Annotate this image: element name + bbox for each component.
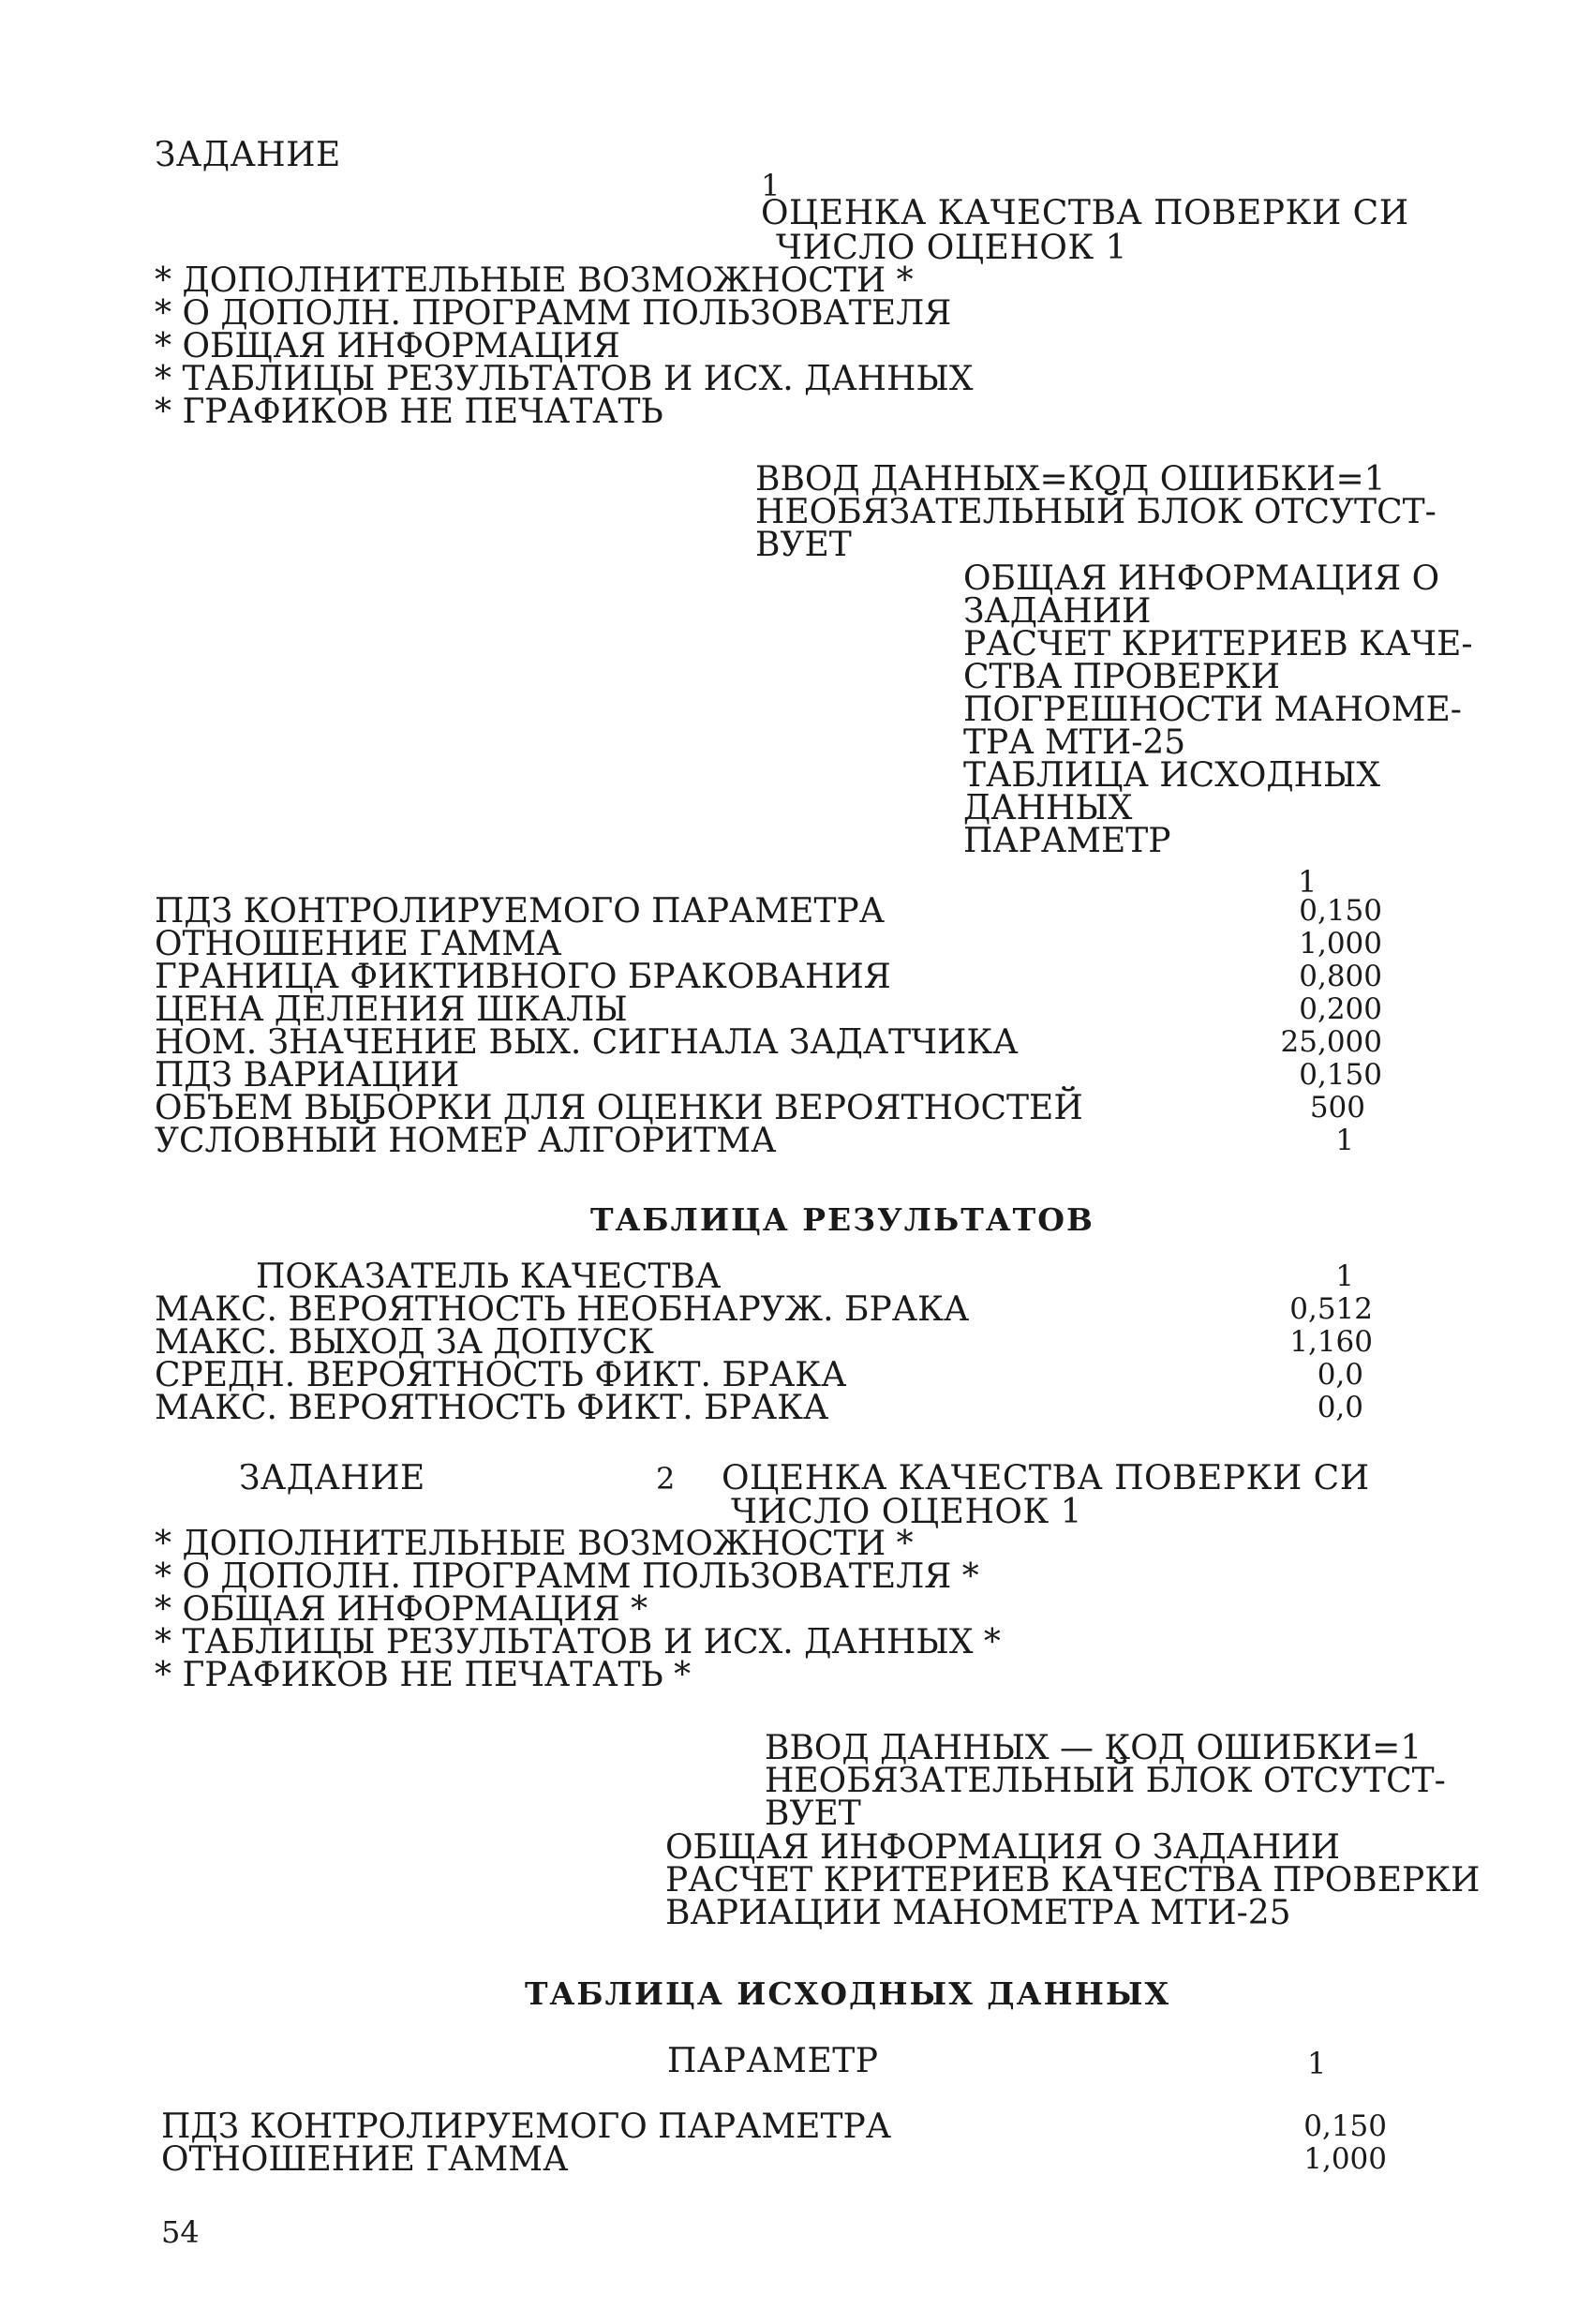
table-row: ЦЕНА ДЕЛЕНИЯ ШКАЛЫ 0,200 <box>155 991 1382 1029</box>
page-number: 54 <box>161 2214 200 2250</box>
info-line: ТРА МТИ-25 <box>963 723 1186 762</box>
option-line: * О ДОПОЛН. ПРОГРАММ ПОЛЬЗОВАТЕЛЯ * <box>155 1557 979 1596</box>
option-line: * ОБЩАЯ ИНФОРМАЦИЯ * <box>155 1590 648 1629</box>
table-row: МАКС. ВЫХОД ЗА ДОПУСК 1,160 <box>155 1323 1373 1362</box>
task2-estimates-count: ЧИСЛО ОЦЕНОК 1 <box>731 1493 1083 1531</box>
table-row: ПДЗ КОНТРОЛИРУЕМОГО ПАРАМЕТРА 0,150 <box>161 2108 1387 2146</box>
option-line: * ДОПОЛНИТЕЛЬНЫЕ ВОЗМОЖНОСТИ * <box>155 1525 914 1563</box>
task2-param-header-label: ПАРАМЕТР <box>667 2042 879 2080</box>
status-line: НЕОБЯЗАТЕЛЬНЫЙ БЛОК ОТСУТСТ- <box>765 1762 1446 1800</box>
task1-estimates-count: ЧИСЛО ОЦЕНОК 1 <box>776 229 1128 267</box>
source-data-heading: ТАБЛИЦА ИСХОДНЫХ ДАННЫХ <box>525 1975 1171 2012</box>
status-line: ВУЕТ <box>755 526 852 564</box>
option-line: * ГРАФИКОВ НЕ ПЕЧАТАТЬ <box>155 393 663 431</box>
task1-general-info <box>963 559 1473 860</box>
table-row: ПДЗ ВАРИАЦИИ 0,150 <box>155 1056 1382 1095</box>
table-row: ГРАНИЦА ФИКТИВНОГО БРАКОВАНИЯ 0,800 <box>155 958 1382 996</box>
results-heading: ТАБЛИЦА РЕЗУЛЬТАТОВ <box>590 1201 1094 1238</box>
info-line: ПАРАМЕТР <box>963 822 1171 860</box>
table-row: МАКС. ВЕРОЯТНОСТЬ НЕОБНАРУЖ. БРАКА 0,512 <box>155 1290 1373 1329</box>
info-line: ВАРИАЦИИ МАНОМЕТРА МТИ-25 <box>665 1894 1291 1932</box>
status-line: ВВОД ДАННЫХ=КОД ОШИБКИ=1 <box>755 460 1386 499</box>
task1-options <box>155 261 974 431</box>
info-line: ТАБЛИЦА ИСХОДНЫХ <box>963 756 1381 795</box>
task1-number: 1 <box>761 168 781 203</box>
info-line: ДАННЫХ <box>963 789 1133 827</box>
info-line: СТВА ПРОВЕРКИ <box>963 658 1281 696</box>
option-line: * ТАБЛИЦЫ РЕЗУЛЬТАТОВ И ИСХ. ДАННЫХ * <box>155 1623 1001 1661</box>
table-row: МАКС. ВЕРОЯТНОСТЬ ФИКТ. БРАКА 0,0 <box>155 1389 1363 1427</box>
info-line: ПОГРЕШНОСТИ МАНОМЕ- <box>963 691 1462 729</box>
task2-params-table <box>161 2108 1387 2179</box>
task2-general-info <box>665 1828 1481 1932</box>
option-line: * ГРАФИКОВ НЕ ПЕЧАТАТЬ * <box>155 1656 692 1694</box>
table-row: ОТНОШЕНИЕ ГАММА 1,000 <box>155 925 1382 963</box>
task2-input-status <box>765 1729 1446 1833</box>
task2-options <box>155 1525 1001 1694</box>
option-line: * ДОПОЛНИТЕЛЬНЫЕ ВОЗМОЖНОСТИ * <box>155 261 914 300</box>
task1-param-column: 1 <box>1298 864 1318 900</box>
task1-label: ЗАДАНИЕ <box>155 136 341 174</box>
option-line: * ОБЩАЯ ИНФОРМАЦИЯ <box>155 327 620 365</box>
info-line: РАСЧЕТ КРИТЕРИЕВ КАЧЕСТВА ПРОВЕРКИ <box>665 1861 1481 1899</box>
table-header-row: ПОКАЗАТЕЛЬ КАЧЕСТВА 1 <box>256 1258 1354 1296</box>
info-line: ОБЩАЯ ИНФОРМАЦИЯ О <box>963 559 1440 598</box>
task1-params-table <box>155 892 1382 1160</box>
task1-input-status <box>755 460 1437 564</box>
status-line: ВВОД ДАННЫХ — КОД ОШИБКИ=1 <box>765 1729 1422 1767</box>
status-line: ВУЕТ <box>765 1795 861 1833</box>
task1-results-table <box>155 1258 1373 1427</box>
option-line: * ТАБЛИЦЫ РЕЗУЛЬТАТОВ И ИСХ. ДАННЫХ <box>155 360 974 398</box>
task2-number: 2 <box>656 1461 676 1497</box>
table-row: ПДЗ КОНТРОЛИРУЕМОГО ПАРАМЕТРА 0,150 <box>155 892 1382 931</box>
task2-label: ЗАДАНИЕ <box>239 1459 425 1497</box>
info-line: РАСЧЕТ КРИТЕРИЕВ КАЧЕ- <box>963 625 1473 663</box>
table-row: ОТНОШЕНИЕ ГАММА 1,000 <box>161 2140 1387 2179</box>
task2-title: ОЦЕНКА КАЧЕСТВА ПОВЕРКИ СИ <box>722 1459 1370 1497</box>
table-row: УСЛОВНЫЙ НОМЕР АЛГОРИТМА 1 <box>155 1122 1354 1160</box>
table-row: СРЕДН. ВЕРОЯТНОСТЬ ФИКТ. БРАКА 0,0 <box>155 1356 1363 1394</box>
info-line: ЗАДАНИИ <box>963 592 1152 631</box>
status-line: НЕОБЯЗАТЕЛЬНЫЙ БЛОК ОТСУТСТ- <box>755 493 1437 531</box>
task2-param-header-value: 1 <box>1307 2046 1327 2081</box>
info-line: ОБЩАЯ ИНФОРМАЦИЯ О ЗАДАНИИ <box>665 1828 1341 1867</box>
task1-title: ОЦЕНКА КАЧЕСТВА ПОВЕРКИ СИ <box>761 194 1409 232</box>
table-row: НОМ. ЗНАЧЕНИЕ ВЫХ. СИГНАЛА ЗАДАТЧИКА 25,000 <box>155 1023 1382 1062</box>
table-row: ОБЪЕМ ВЫБОРКИ ДЛЯ ОЦЕНКИ ВЕРОЯТНОСТЕЙ 500 <box>155 1089 1365 1127</box>
option-line: * О ДОПОЛН. ПРОГРАММ ПОЛЬЗОВАТЕЛЯ <box>155 294 952 333</box>
